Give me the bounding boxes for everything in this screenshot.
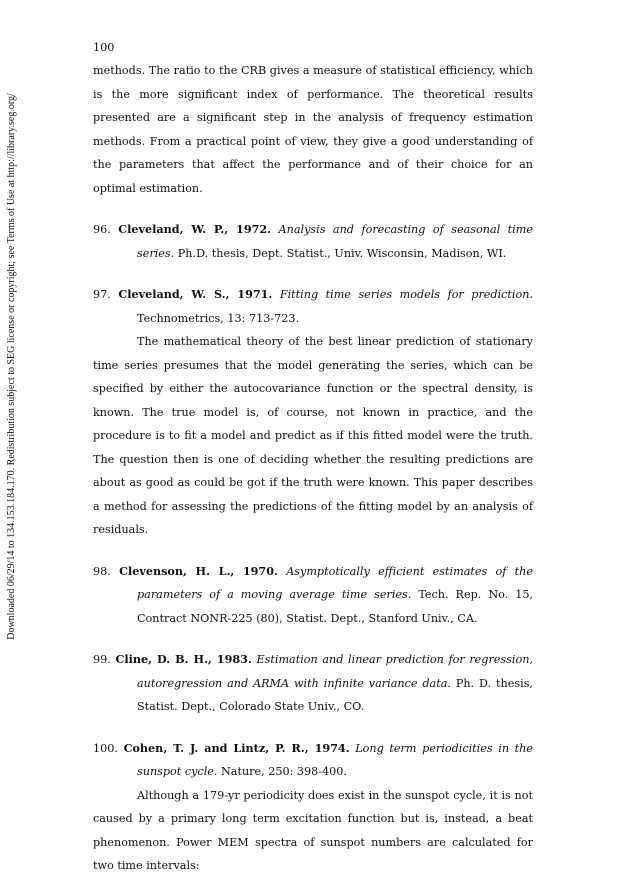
reference-abstract: The mathematical theory of the best linear prediction of stationary time series presumes that the model generating the series, which can be specified by either the autocovariance function or the spectral density, is known. The true model is, of course, not known in practice, and the procedure is to fit a model and predict as if this fitted model were the truth. The question then is one of deciding whether the resulting predictions are about as good as could be got if the truth were known. This paper describes a method for assessing the predictions of the fitting model by an analysis of residuals. [93,335,533,536]
reference-citation [93,737,533,784]
document-page [93,38,533,878]
reference-citation [93,560,533,631]
reference-number: 97. [93,288,111,301]
reference-source: Technometrics, 13: 713-723. [137,311,299,325]
reference-title: Estimation and linear prediction for regression, autoregression and ARMA with infinite variance data. [137,653,533,690]
reference-citation [93,648,533,719]
reference-citation [93,218,533,265]
reference-abstract: Although a 179-yr periodicity does exist in the sunspot cycle, it is not caused by a primary long term excitation function but is, instead, a beat phenomenon. Power MEM spectra of sunspot numbers are calculated for two time intervals: [93,788,533,872]
reference-source: Tech. Rep. No. 15, Contract NONR-225 (80), Statist. Dept., Stanford Univ., CA. [137,588,533,625]
reference-title: Analysis and forecasting of seasonal time series. [137,223,533,260]
reference-author: Cohen, T. J. and Lintz, P. R., 1974. [123,740,350,755]
intro-paragraph: methods. The ratio to the CRB gives a measure of statistical efficiency, which is the more significant index of performance. The theoretical results presented are a significant step in the analysis of frequency estimation methods. From a practical point of view, they give a good understanding of the parameters that affect the performance and of their choice for an optimal estimation. [93,64,533,195]
reference-number: 100. [93,741,118,755]
reference-source: Ph.D. thesis, Dept. Statist., Univ. Wisconsin, Madison, WI. [177,246,507,260]
reference-number: 96. [93,223,111,236]
reference-source: Nature, 250: 398-400. [221,765,347,778]
reference-entry-100 [93,737,533,878]
reference-author: Cleveland, W. S., 1971. [118,287,273,301]
reference-number: 99. [93,653,111,666]
reference-entry-98 [93,560,533,631]
reference-author: Cline, D. B. H., 1983. [115,652,252,666]
reference-entry-96 [93,218,533,265]
reference-entry-99 [93,648,533,719]
reference-title: Asymptotically efficient estimates of the parameters of a moving average time series. [137,564,533,601]
reference-citation [93,283,533,330]
reference-number: 98. [93,564,111,578]
reference-source: Ph. D. thesis, Statist. Dept., Colorado State Univ., CO. [137,676,533,713]
reference-entry-97 [93,283,533,542]
reference-author: Cleveland, W. P., 1972. [118,222,272,236]
reference-author: Clevenson, H. L., 1970. [119,563,278,578]
page-number: 100 [93,41,115,54]
download-notice [2,92,20,640]
reference-title: Long term periodicities in the sunspot cycle. [137,741,533,778]
download-notice-text: Downloaded 06/29/14 to 134.153.184.170. Redistribution subject to SEG license or copyright; see Terms of Use at http://library.seg.org/ [5,92,17,640]
reference-title: Fitting time series models for prediction. [279,288,533,301]
